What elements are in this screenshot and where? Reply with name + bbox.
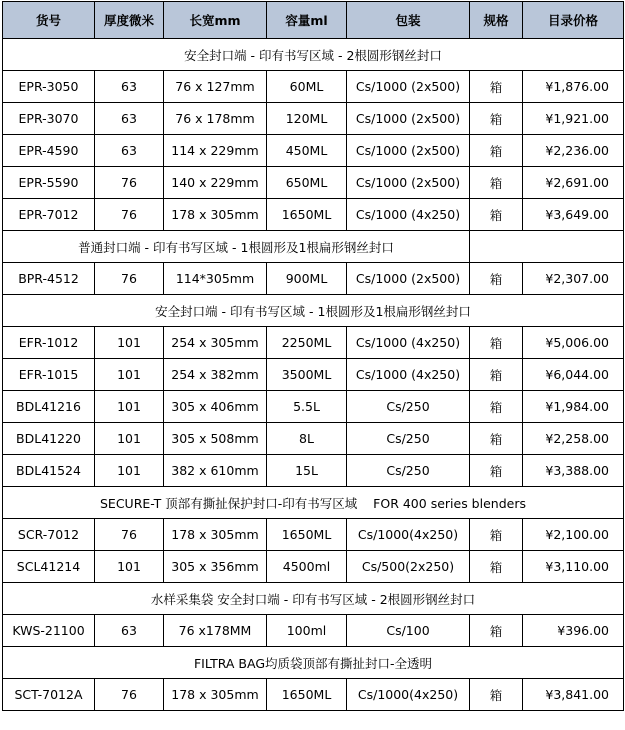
cell-size: 254 x 382mm xyxy=(164,359,267,391)
cell-packaging: Cs/1000 (2x500) xyxy=(347,263,470,295)
table-row xyxy=(3,71,624,103)
cell-unit: 箱 xyxy=(470,679,523,711)
table-row xyxy=(3,327,624,359)
section-title: 安全封口端 - 印有书写区域 - 2根圆形钢丝封口 xyxy=(3,39,624,71)
cell-price: ¥2,691.00 xyxy=(523,167,624,199)
cell-price: ¥3,388.00 xyxy=(523,455,624,487)
cell-capacity: 2250ML xyxy=(267,327,347,359)
cell-packaging: Cs/1000 (2x500) xyxy=(347,103,470,135)
cell-thickness: 76 xyxy=(95,167,164,199)
cell-price: ¥1,876.00 xyxy=(523,71,624,103)
cell-size: 382 x 610mm xyxy=(164,455,267,487)
cell-size: 76 x 127mm xyxy=(164,71,267,103)
section-row xyxy=(3,647,624,679)
cell-capacity: 3500ML xyxy=(267,359,347,391)
cell-capacity: 100ml xyxy=(267,615,347,647)
table-row xyxy=(3,551,624,583)
cell-unit: 箱 xyxy=(470,71,523,103)
cell-packaging: Cs/1000(4x250) xyxy=(347,519,470,551)
cell-thickness: 101 xyxy=(95,551,164,583)
cell-sku: EPR-7012 xyxy=(3,199,95,231)
cell-size: 76 x 178mm xyxy=(164,103,267,135)
cell-unit: 箱 xyxy=(470,359,523,391)
cell-capacity: 60ML xyxy=(267,71,347,103)
cell-size: 76 x178MM xyxy=(164,615,267,647)
cell-packaging: Cs/1000 (2x500) xyxy=(347,71,470,103)
table-row xyxy=(3,199,624,231)
cell-price: ¥2,236.00 xyxy=(523,135,624,167)
cell-size: 305 x 356mm xyxy=(164,551,267,583)
cell-sku: BDL41524 xyxy=(3,455,95,487)
cell-unit: 箱 xyxy=(470,391,523,423)
table-row xyxy=(3,391,624,423)
cell-unit: 箱 xyxy=(470,551,523,583)
table-row xyxy=(3,167,624,199)
header-sku: 货号 xyxy=(3,2,95,39)
cell-size: 305 x 406mm xyxy=(164,391,267,423)
cell-size: 114*305mm xyxy=(164,263,267,295)
table-row xyxy=(3,615,624,647)
table-row xyxy=(3,519,624,551)
cell-sku: BDL41216 xyxy=(3,391,95,423)
cell-thickness: 63 xyxy=(95,103,164,135)
cell-capacity: 450ML xyxy=(267,135,347,167)
cell-packaging: Cs/1000 (4x250) xyxy=(347,359,470,391)
cell-thickness: 101 xyxy=(95,391,164,423)
cell-sku: BDL41220 xyxy=(3,423,95,455)
cell-sku: SCR-7012 xyxy=(3,519,95,551)
section-row xyxy=(3,39,624,71)
cell-packaging: Cs/250 xyxy=(347,391,470,423)
section-empty-cell xyxy=(470,231,624,263)
cell-sku: SCL41214 xyxy=(3,551,95,583)
cell-sku: SCT-7012A xyxy=(3,679,95,711)
cell-price: ¥3,841.00 xyxy=(523,679,624,711)
cell-sku: EPR-4590 xyxy=(3,135,95,167)
cell-packaging: Cs/1000 (2x500) xyxy=(347,135,470,167)
cell-unit: 箱 xyxy=(470,167,523,199)
section-row xyxy=(3,583,624,615)
header-price: 目录价格 xyxy=(523,2,624,39)
cell-thickness: 101 xyxy=(95,327,164,359)
cell-thickness: 63 xyxy=(95,615,164,647)
cell-unit: 箱 xyxy=(470,103,523,135)
cell-unit: 箱 xyxy=(470,263,523,295)
header-unit: 规格 xyxy=(470,2,523,39)
cell-unit: 箱 xyxy=(470,199,523,231)
cell-price: ¥1,984.00 xyxy=(523,391,624,423)
cell-capacity: 15L xyxy=(267,455,347,487)
cell-unit: 箱 xyxy=(470,519,523,551)
cell-price: ¥6,044.00 xyxy=(523,359,624,391)
section-title: 水样采集袋 安全封口端 - 印有书写区域 - 2根圆形钢丝封口 xyxy=(3,583,624,615)
section-title: FILTRA BAG均质袋顶部有撕扯封口-全透明 xyxy=(3,647,624,679)
cell-packaging: Cs/1000 (2x500) xyxy=(347,167,470,199)
section-title: 普通封口端 - 印有书写区域 - 1根圆形及1根扁形钢丝封口 xyxy=(3,231,470,263)
cell-capacity: 1650ML xyxy=(267,199,347,231)
cell-packaging: Cs/1000 (4x250) xyxy=(347,327,470,359)
table-row xyxy=(3,359,624,391)
cell-packaging: Cs/1000 (4x250) xyxy=(347,199,470,231)
cell-sku: EPR-3050 xyxy=(3,71,95,103)
cell-capacity: 650ML xyxy=(267,167,347,199)
cell-sku: BPR-4512 xyxy=(3,263,95,295)
cell-size: 178 x 305mm xyxy=(164,199,267,231)
table-row xyxy=(3,679,624,711)
cell-thickness: 101 xyxy=(95,423,164,455)
cell-price: ¥5,006.00 xyxy=(523,327,624,359)
cell-thickness: 63 xyxy=(95,71,164,103)
price-table xyxy=(2,1,624,711)
cell-capacity: 120ML xyxy=(267,103,347,135)
cell-capacity: 1650ML xyxy=(267,519,347,551)
cell-price: ¥3,110.00 xyxy=(523,551,624,583)
section-row xyxy=(3,231,624,263)
cell-packaging: Cs/250 xyxy=(347,423,470,455)
cell-packaging: Cs/1000(4x250) xyxy=(347,679,470,711)
section-title: 安全封口端 - 印有书写区域 - 1根圆形及1根扁形钢丝封口 xyxy=(3,295,624,327)
cell-packaging: Cs/100 xyxy=(347,615,470,647)
cell-packaging: Cs/500(2x250) xyxy=(347,551,470,583)
section-title: SECURE-T 顶部有撕扯保护封口-印有书写区域 FOR 400 series blenders xyxy=(3,487,624,519)
header-size: 长宽mm xyxy=(164,2,267,39)
table-row xyxy=(3,135,624,167)
cell-sku: KWS-21100 xyxy=(3,615,95,647)
cell-price: ¥396.00 xyxy=(523,615,624,647)
cell-thickness: 76 xyxy=(95,519,164,551)
cell-thickness: 63 xyxy=(95,135,164,167)
cell-capacity: 5.5L xyxy=(267,391,347,423)
cell-unit: 箱 xyxy=(470,327,523,359)
cell-unit: 箱 xyxy=(470,135,523,167)
cell-size: 114 x 229mm xyxy=(164,135,267,167)
table-row xyxy=(3,455,624,487)
cell-size: 305 x 508mm xyxy=(164,423,267,455)
cell-price: ¥2,307.00 xyxy=(523,263,624,295)
cell-capacity: 900ML xyxy=(267,263,347,295)
table-body xyxy=(3,39,624,711)
header-row xyxy=(3,2,624,39)
cell-packaging: Cs/250 xyxy=(347,455,470,487)
cell-thickness: 76 xyxy=(95,199,164,231)
cell-thickness: 76 xyxy=(95,263,164,295)
cell-unit: 箱 xyxy=(470,615,523,647)
cell-capacity: 8L xyxy=(267,423,347,455)
cell-unit: 箱 xyxy=(470,423,523,455)
header-thickness: 厚度微米 xyxy=(95,2,164,39)
cell-sku: EPR-5590 xyxy=(3,167,95,199)
cell-size: 178 x 305mm xyxy=(164,679,267,711)
cell-size: 140 x 229mm xyxy=(164,167,267,199)
cell-size: 254 x 305mm xyxy=(164,327,267,359)
cell-price: ¥3,649.00 xyxy=(523,199,624,231)
cell-sku: EFR-1015 xyxy=(3,359,95,391)
cell-unit: 箱 xyxy=(470,455,523,487)
table-row xyxy=(3,103,624,135)
cell-thickness: 101 xyxy=(95,455,164,487)
section-row xyxy=(3,487,624,519)
header-packaging: 包装 xyxy=(347,2,470,39)
cell-size: 178 x 305mm xyxy=(164,519,267,551)
cell-price: ¥1,921.00 xyxy=(523,103,624,135)
table-row xyxy=(3,263,624,295)
cell-capacity: 4500ml xyxy=(267,551,347,583)
header-capacity: 容量ml xyxy=(267,2,347,39)
cell-price: ¥2,100.00 xyxy=(523,519,624,551)
cell-sku: EFR-1012 xyxy=(3,327,95,359)
cell-capacity: 1650ML xyxy=(267,679,347,711)
cell-thickness: 101 xyxy=(95,359,164,391)
cell-thickness: 76 xyxy=(95,679,164,711)
cell-price: ¥2,258.00 xyxy=(523,423,624,455)
table-row xyxy=(3,423,624,455)
section-row xyxy=(3,295,624,327)
cell-sku: EPR-3070 xyxy=(3,103,95,135)
